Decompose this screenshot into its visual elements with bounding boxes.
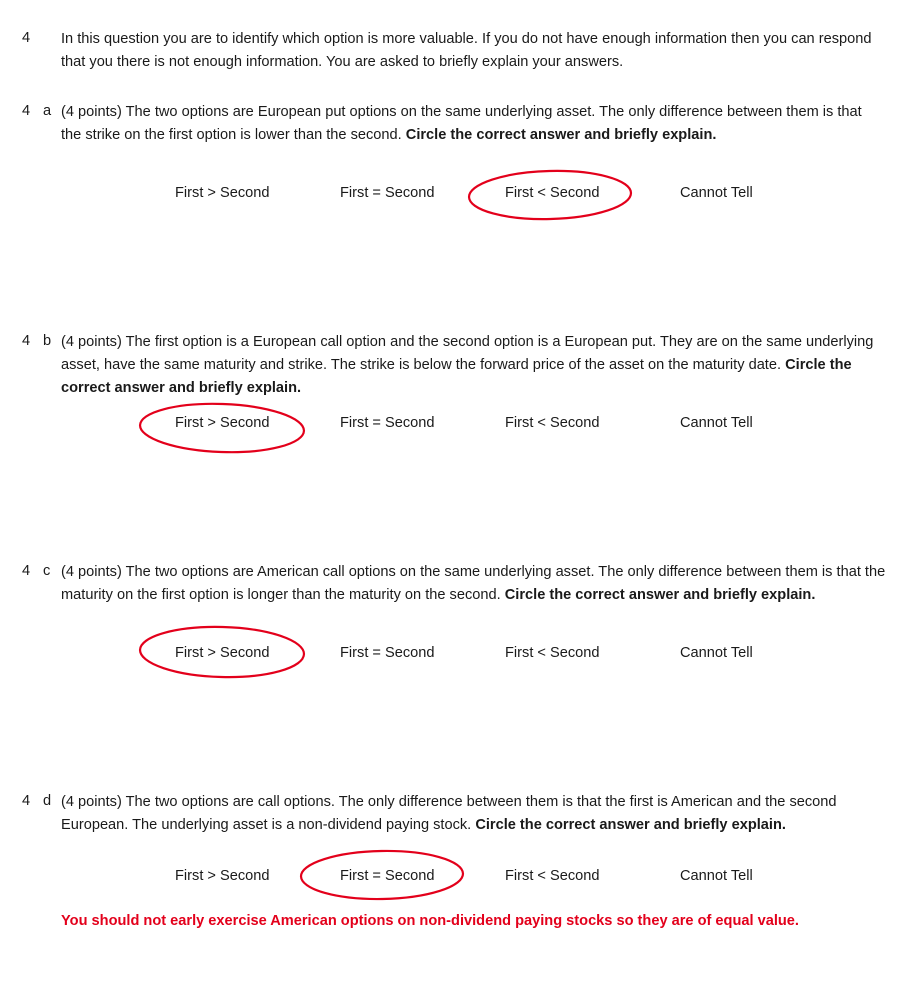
part-d-instruction: Circle the correct answer and briefly explain.: [475, 817, 786, 833]
part-b-choice-equal[interactable]: First = Second: [340, 415, 435, 431]
part-d-letter: d: [43, 793, 52, 809]
part-d-choice-less[interactable]: First < Second: [505, 868, 600, 884]
part-b-instruction: Circle the correct answer and briefly explain.: [61, 357, 852, 396]
question-number: 4: [22, 30, 31, 46]
part-a-number: 4: [22, 103, 31, 119]
part-b-letter: b: [43, 333, 52, 349]
part-d-number: 4: [22, 793, 31, 809]
part-a-choice-equal[interactable]: First = Second: [340, 185, 435, 201]
part-d-choice-cannot-tell[interactable]: Cannot Tell: [680, 868, 753, 884]
part-d-text: [61, 791, 886, 837]
answer-note: You should not early exercise American options on non-dividend paying stocks so they are of equal value.: [61, 913, 799, 929]
part-b-body: (4 points) The first option is a European call option and the second option is a European put. They are on the same underlying asset, have the same maturity and strike. The strike is below the forward price of the asset on the maturity date.: [61, 334, 874, 373]
part-d-choice-greater[interactable]: First > Second: [175, 868, 270, 884]
part-c-choice-greater[interactable]: First > Second: [175, 645, 270, 661]
part-a-choice-less[interactable]: First < Second: [505, 185, 600, 201]
part-c-instruction: Circle the correct answer and briefly explain.: [504, 587, 816, 603]
part-a-letter: a: [43, 103, 52, 119]
part-c-text: [61, 561, 886, 607]
part-c-choice-equal[interactable]: First = Second: [340, 645, 435, 661]
part-b-choice-less[interactable]: First < Second: [505, 415, 600, 431]
part-d-choice-equal[interactable]: First = Second: [340, 868, 435, 884]
part-b-text: [61, 331, 886, 400]
part-c-letter: c: [43, 563, 51, 579]
question-intro: In this question you are to identify which option is more valuable. If you do not have enough information then you can respond that you there is not enough information. You are asked to briefly explain your answers.: [61, 31, 872, 70]
part-b-choice-cannot-tell[interactable]: Cannot Tell: [680, 415, 753, 431]
part-a-body: (4 points) The two options are European put options on the same underlying asset. The only difference between them is that the strike on the first option is lower than the second.: [61, 104, 862, 143]
part-c-choice-cannot-tell[interactable]: Cannot Tell: [680, 645, 753, 661]
part-d-body: (4 points) The two options are call options. The only difference between them is that the first is American and the second European. The underlying asset is a non-dividend paying stock.: [61, 794, 837, 833]
part-b-number: 4: [22, 333, 31, 349]
part-a-choice-greater[interactable]: First > Second: [175, 185, 270, 201]
part-b-choice-greater[interactable]: First > Second: [175, 415, 270, 431]
part-a-choice-cannot-tell[interactable]: Cannot Tell: [680, 185, 753, 201]
part-c-choice-less[interactable]: First < Second: [505, 645, 600, 661]
part-a-text: [61, 101, 886, 147]
part-c-number: 4: [22, 563, 31, 579]
part-c-body: (4 points) The two options are American call options on the same underlying asset. The only difference between them is that the maturity on the first option is longer than the maturity on the second.: [61, 564, 886, 603]
part-a-instruction: Circle the correct answer and briefly explain.: [405, 127, 717, 143]
